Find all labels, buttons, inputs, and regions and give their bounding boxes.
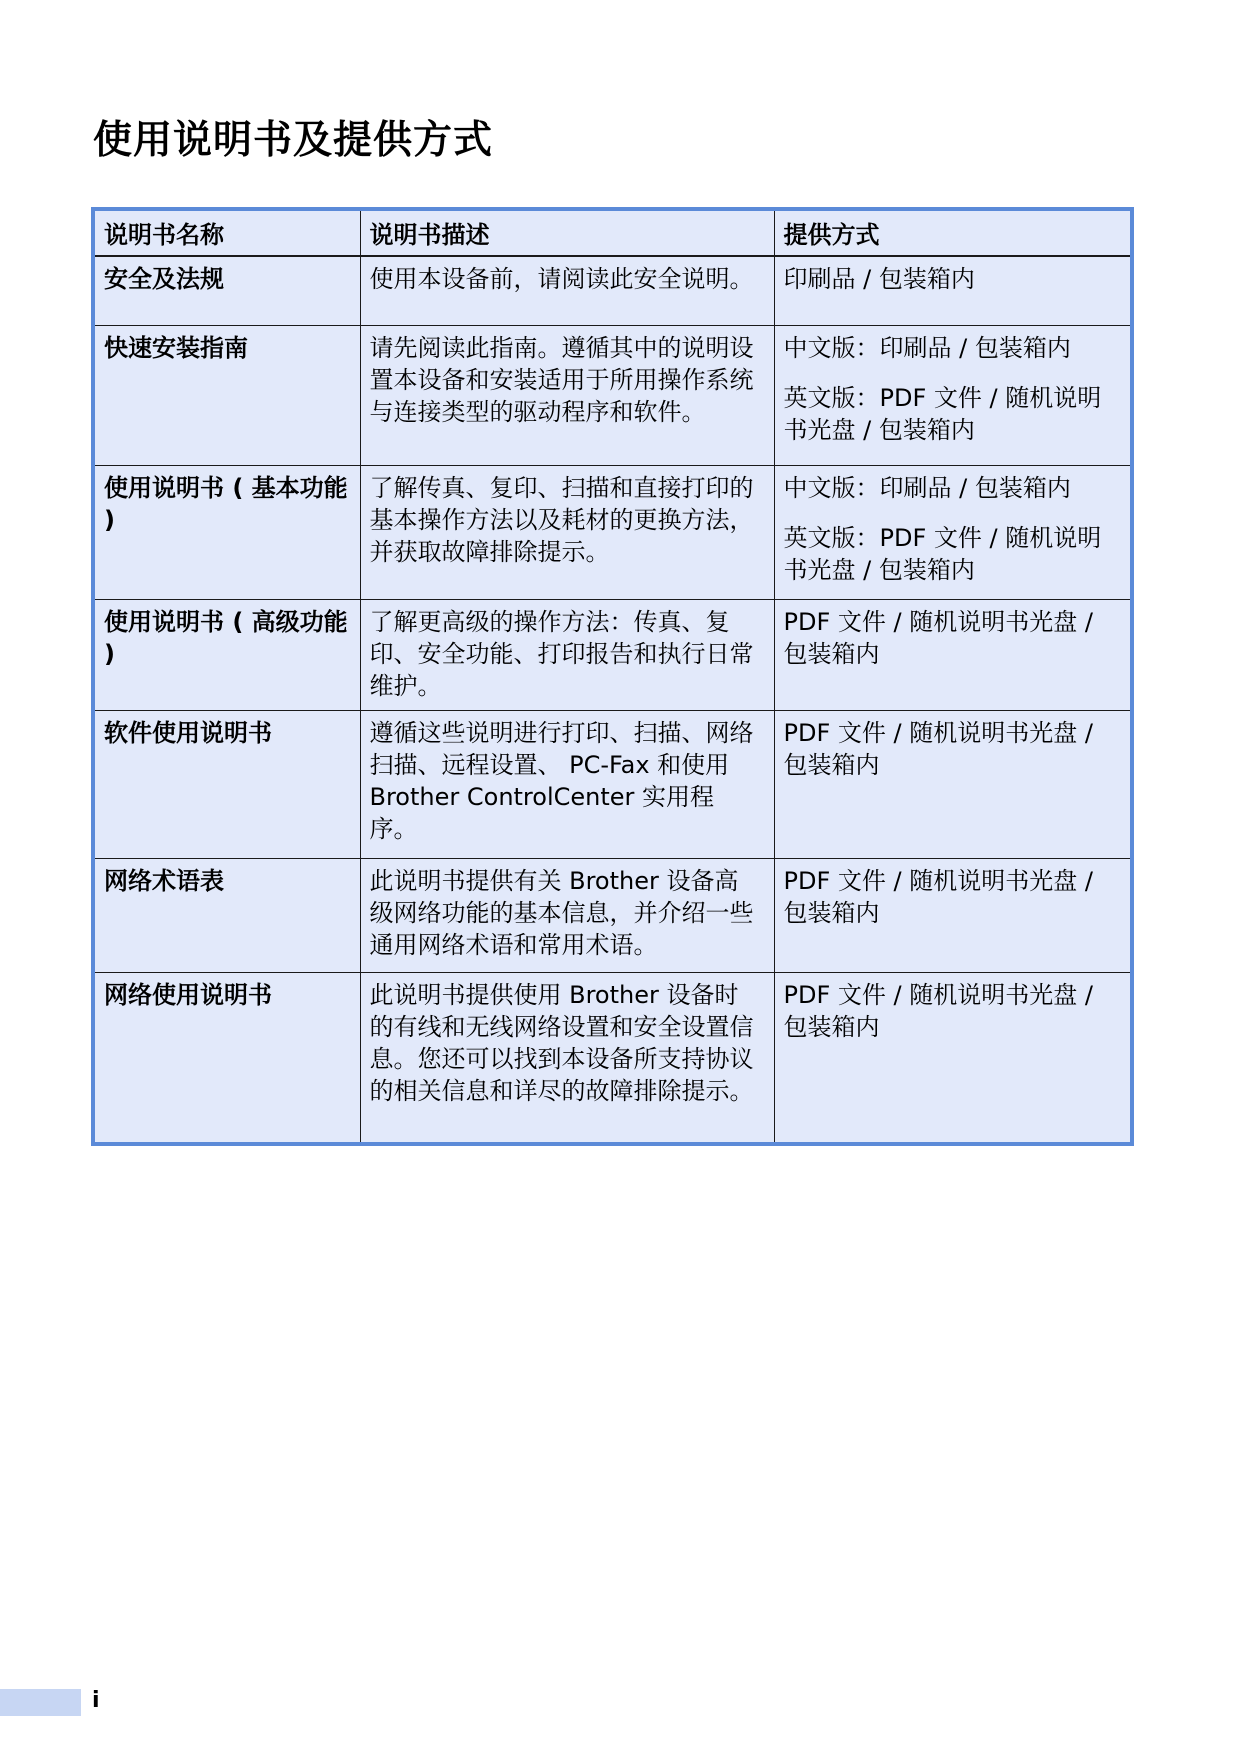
table-row: [93, 325, 1132, 465]
table-row: [93, 599, 1132, 710]
distribution-line: 中文版：印刷品 / 包装箱内: [783, 473, 1071, 502]
manual-description: 此说明书提供使用 Brother 设备时的有线和无线网络设置和安全设置信息。您还可以找到本设备所支持协议的相关信息和详尽的故障排除提示。: [360, 972, 774, 1144]
manual-name: 快速安装指南: [93, 325, 360, 465]
manual-description: 使用本设备前，请阅读此安全说明。: [360, 256, 774, 325]
manual-distribution: [774, 972, 1132, 1144]
manual-name: 软件使用说明书: [93, 710, 360, 858]
manual-name: 使用说明书 ( 高级功能 ): [93, 599, 360, 710]
manuals-table: [91, 207, 1134, 1146]
manual-description: 了解传真、复印、扫描和直接打印的基本操作方法以及耗材的更换方法，并获取故障排除提示。: [360, 465, 774, 599]
manual-distribution: [774, 465, 1132, 599]
manual-distribution: [774, 710, 1132, 858]
manual-description: 遵循这些说明进行打印、扫描、网络扫描、远程设置、 PC-Fax 和使用 Brother ControlCenter 实用程序。: [360, 710, 774, 858]
manual-distribution: [774, 325, 1132, 465]
distribution-line: 中文版：印刷品 / 包装箱内: [783, 333, 1071, 362]
table-header-row: [93, 209, 1132, 256]
manual-description: 请先阅读此指南。遵循其中的说明设置本设备和安装适用于所用操作系统与连接类型的驱动程序和软件。: [360, 325, 774, 465]
header-manual-description: 说明书描述: [360, 209, 774, 256]
table-row: [93, 256, 1132, 325]
distribution-line: PDF 文件 / 随机说明书光盘 / 包装箱内: [783, 607, 1093, 668]
distribution-line: PDF 文件 / 随机说明书光盘 / 包装箱内: [783, 980, 1093, 1041]
distribution-line: 印刷品 / 包装箱内: [783, 265, 975, 293]
manual-name: 网络使用说明书: [93, 972, 360, 1144]
manual-name: 网络术语表: [93, 858, 360, 972]
distribution-line: 英文版：PDF 文件 / 随机说明书光盘 / 包装箱内: [783, 383, 1102, 444]
header-distribution: 提供方式: [774, 209, 1132, 256]
footer-bar: [0, 1689, 81, 1716]
distribution-line: PDF 文件 / 随机说明书光盘 / 包装箱内: [783, 866, 1093, 927]
manual-distribution: [774, 256, 1132, 325]
distribution-line: PDF 文件 / 随机说明书光盘 / 包装箱内: [783, 718, 1093, 779]
manual-distribution: [774, 599, 1132, 710]
manual-name: 使用说明书 ( 基本功能 ): [93, 465, 360, 599]
table-row: [93, 465, 1132, 599]
page-number: i: [92, 1688, 100, 1713]
manual-description: 了解更高级的操作方法：传真、复印、安全功能、打印报告和执行日常维护。: [360, 599, 774, 710]
table-row: [93, 858, 1132, 972]
manual-description: 此说明书提供有关 Brother 设备高级网络功能的基本信息，并介绍一些通用网络术语和常用术语。: [360, 858, 774, 972]
table-row: [93, 972, 1132, 1144]
distribution-line: 英文版：PDF 文件 / 随机说明书光盘 / 包装箱内: [783, 523, 1102, 584]
page-title: 使用说明书及提供方式: [93, 118, 494, 163]
header-manual-name: 说明书名称: [93, 209, 360, 256]
table-row: [93, 710, 1132, 858]
manual-distribution: [774, 858, 1132, 972]
manual-name: 安全及法规: [93, 256, 360, 325]
